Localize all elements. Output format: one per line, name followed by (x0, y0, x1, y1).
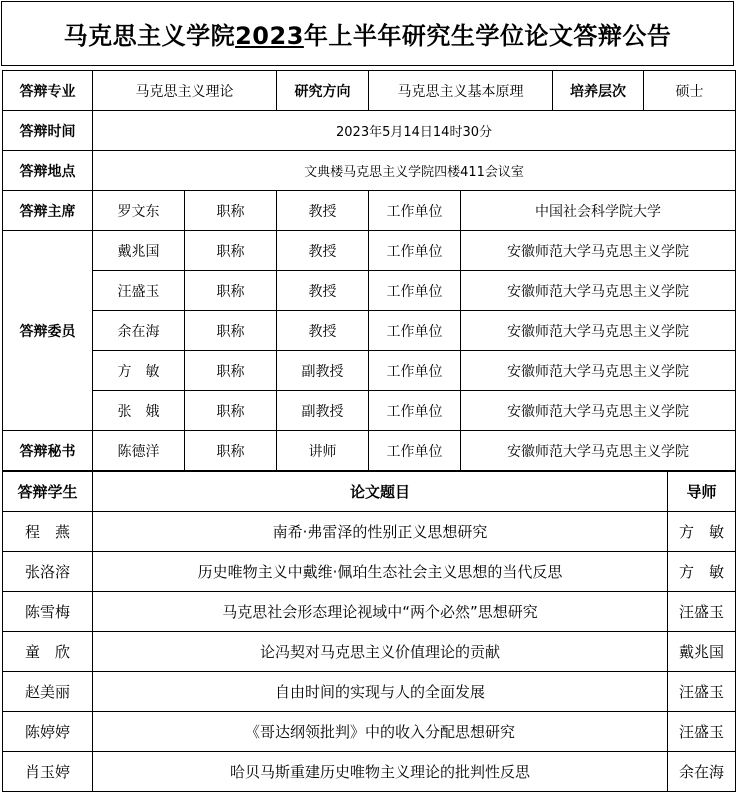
secretary-name: 陈德洋 (93, 431, 185, 471)
committee-member-unit: 安徽师范大学马克思主义学院 (461, 311, 736, 351)
committee-member-name: 戴兆国 (93, 231, 185, 271)
advisor-name: 方 敏 (668, 512, 736, 552)
committee-unit-label: 工作单位 (369, 391, 461, 431)
committee-row (3, 351, 736, 391)
title-year: 2023 (235, 22, 304, 50)
student-row (3, 672, 736, 712)
page-title (64, 16, 672, 51)
committee-member-title: 副教授 (277, 351, 369, 391)
advisor-name: 汪盛玉 (668, 592, 736, 632)
committee-member-unit: 安徽师范大学马克思主义学院 (461, 391, 736, 431)
advisor-name: 汪盛玉 (668, 712, 736, 752)
direction-value: 马克思主义基本原理 (369, 71, 553, 111)
level-value: 硕士 (644, 71, 736, 111)
students-header-row (3, 472, 736, 512)
chair-title: 教授 (277, 191, 369, 231)
advisor-name: 余在海 (668, 752, 736, 792)
time-row (3, 111, 736, 151)
place-value: 文典楼马克思主义学院四楼411会议室 (93, 151, 736, 191)
chair-name: 罗文东 (93, 191, 185, 231)
advisor-name: 汪盛玉 (668, 672, 736, 712)
committee-title-label: 职称 (185, 231, 277, 271)
chair-unit: 中国社会科学院大学 (461, 191, 736, 231)
student-row (3, 752, 736, 792)
secretary-label: 答辩秘书 (3, 431, 93, 471)
secretary-title: 讲师 (277, 431, 369, 471)
advisor-column-header: 导师 (668, 472, 736, 512)
committee-title-label: 职称 (185, 311, 277, 351)
secretary-unit: 安徽师范大学马克思主义学院 (461, 431, 736, 471)
committee-member-name: 汪盛玉 (93, 271, 185, 311)
committee-unit-label: 工作单位 (369, 311, 461, 351)
committee-member-title: 教授 (277, 311, 369, 351)
level-label: 培养层次 (553, 71, 644, 111)
direction-label: 研究方向 (277, 71, 369, 111)
announcement-header (1, 1, 734, 66)
title-suffix: 年上半年研究生学位论文答辩公告 (303, 22, 672, 50)
thesis-title: 哈贝马斯重建历史唯物主义理论的批判性反思 (93, 752, 668, 792)
committee-row (3, 231, 736, 271)
student-column-header: 答辩学生 (3, 472, 93, 512)
student-row (3, 552, 736, 592)
thesis-title: 马克思社会形态理论视域中“两个必然”思想研究 (93, 592, 668, 632)
time-label: 答辩时间 (3, 111, 93, 151)
chair-label: 答辩主席 (3, 191, 93, 231)
thesis-title: 南希·弗雷泽的性别正义思想研究 (93, 512, 668, 552)
title-prefix: 马克思主义学院 (63, 22, 236, 50)
place-label: 答辩地点 (3, 151, 93, 191)
chair-title-label: 职称 (185, 191, 277, 231)
thesis-title: 历史唯物主义中戴维·佩珀生态社会主义思想的当代反思 (93, 552, 668, 592)
chair-row (3, 191, 736, 231)
committee-unit-label: 工作单位 (369, 351, 461, 391)
student-row (3, 592, 736, 632)
student-name: 张洛溶 (3, 552, 93, 592)
thesis-title: 自由时间的实现与人的全面发展 (93, 672, 668, 712)
committee-member-name: 方 敏 (93, 351, 185, 391)
committee-member-unit: 安徽师范大学马克思主义学院 (461, 271, 736, 311)
defense-info-table (2, 70, 736, 471)
committee-member-name: 张 娥 (93, 391, 185, 431)
secretary-unit-label: 工作单位 (369, 431, 461, 471)
student-name: 肖玉婷 (3, 752, 93, 792)
secretary-title-label: 职称 (185, 431, 277, 471)
committee-row (3, 311, 736, 351)
major-value: 马克思主义理论 (93, 71, 277, 111)
student-name: 陈婷婷 (3, 712, 93, 752)
major-label: 答辩专业 (3, 71, 93, 111)
major-row (3, 71, 736, 111)
committee-label: 答辩委员 (3, 231, 93, 431)
students-table (2, 471, 736, 792)
committee-title-label: 职称 (185, 271, 277, 311)
committee-member-title: 教授 (277, 271, 369, 311)
committee-member-unit: 安徽师范大学马克思主义学院 (461, 231, 736, 271)
thesis-column-header: 论文题目 (93, 472, 668, 512)
advisor-name: 戴兆国 (668, 632, 736, 672)
student-name: 赵美丽 (3, 672, 93, 712)
chair-unit-label: 工作单位 (369, 191, 461, 231)
student-name: 童 欣 (3, 632, 93, 672)
committee-row (3, 271, 736, 311)
student-name: 陈雪梅 (3, 592, 93, 632)
thesis-title: 《哥达纲领批判》中的收入分配思想研究 (93, 712, 668, 752)
place-row (3, 151, 736, 191)
student-row (3, 632, 736, 672)
committee-unit-label: 工作单位 (369, 271, 461, 311)
student-row (3, 512, 736, 552)
committee-title-label: 职称 (185, 391, 277, 431)
committee-row (3, 391, 736, 431)
student-row (3, 712, 736, 752)
time-value: 2023年5月14日14时30分 (93, 111, 736, 151)
committee-unit-label: 工作单位 (369, 231, 461, 271)
committee-member-name: 余在海 (93, 311, 185, 351)
committee-title-label: 职称 (185, 351, 277, 391)
advisor-name: 方 敏 (668, 552, 736, 592)
thesis-title: 论冯契对马克思主义价值理论的贡献 (93, 632, 668, 672)
committee-member-unit: 安徽师范大学马克思主义学院 (461, 351, 736, 391)
committee-member-title: 教授 (277, 231, 369, 271)
student-name: 程 燕 (3, 512, 93, 552)
secretary-row (3, 431, 736, 471)
committee-member-title: 副教授 (277, 391, 369, 431)
